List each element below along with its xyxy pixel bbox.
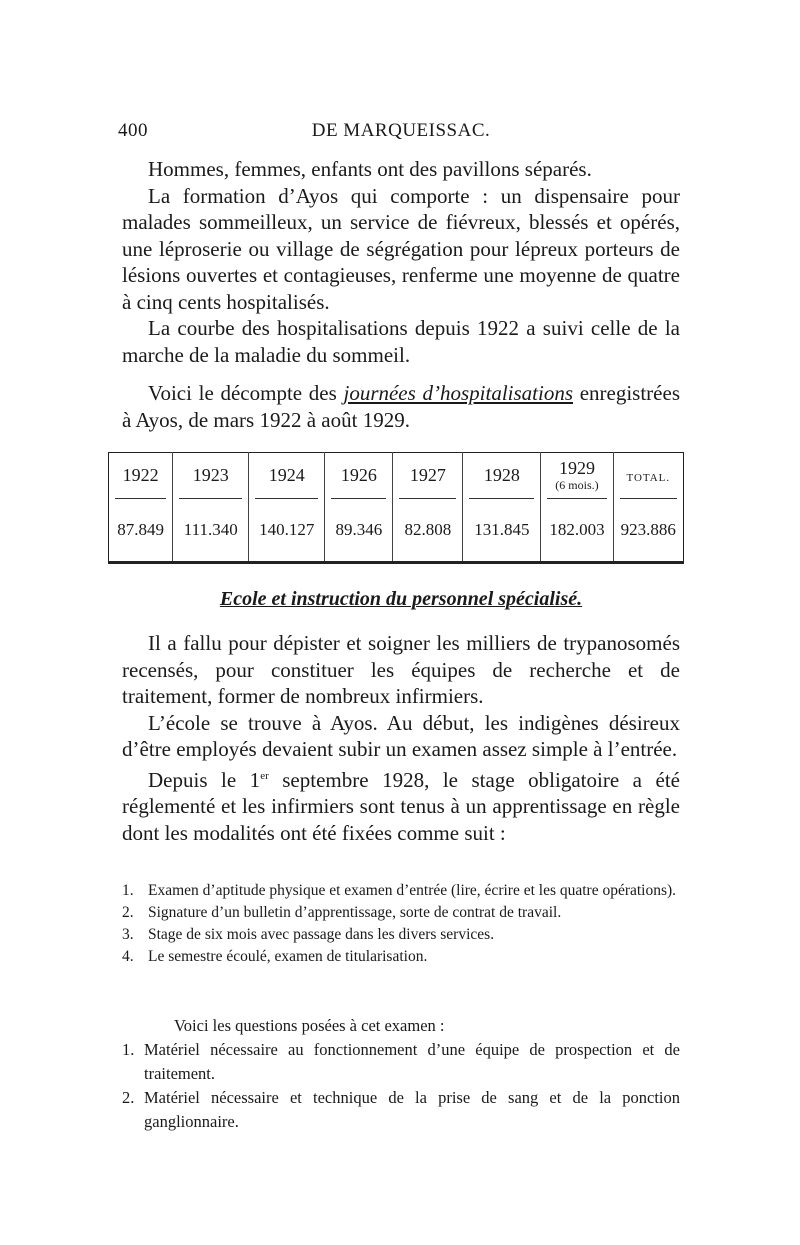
list-item: 4. Le semestre écoulé, examen de titularisation. bbox=[122, 948, 428, 965]
table-value-cell: 87.849 bbox=[117, 520, 164, 539]
intro-paragraph-3: La courbe des hospitalisations depuis 1922 a suivi celle de la marche de la maladie du sommeil. bbox=[122, 316, 680, 367]
list-item: 2. Signature d’un bulletin d’apprentissage, sorte de contrat de travail. bbox=[122, 904, 562, 921]
intro-paragraph-1: Hommes, femmes, enfants ont des pavillons séparés. bbox=[148, 157, 592, 181]
table-value-cell: 140.127 bbox=[249, 499, 325, 563]
steps-list bbox=[122, 880, 680, 968]
table-header-cell: 1924 bbox=[249, 453, 325, 498]
table-header-cell: 1926 bbox=[325, 453, 393, 498]
table-value-cell: 131.845 bbox=[463, 499, 541, 563]
section-heading: Ecole et instruction du personnel spécialisé. bbox=[219, 588, 583, 610]
table-header-row bbox=[109, 453, 684, 498]
exam-block bbox=[122, 1014, 680, 1134]
questions-list bbox=[122, 1038, 680, 1134]
body-paragraph-2: L’école se trouve à Ayos. Au début, les indigènes désireux d’être employés devaient subir un examen assez simple à l’entrée. bbox=[122, 710, 680, 761]
running-head bbox=[118, 120, 680, 146]
list-item: 1. Examen d’aptitude physique et examen d’entrée (lire, écrire et les quatre opérations). bbox=[122, 882, 677, 899]
table-value-cell: 923.886 bbox=[613, 499, 683, 563]
table-value-cell: 182.003 bbox=[541, 499, 613, 563]
steps-block bbox=[122, 880, 680, 968]
running-title: DE MARQUEISSAC. bbox=[311, 120, 491, 141]
table-header-cell: TOTAL. bbox=[613, 453, 683, 498]
list-item: 2. Matériel nécessaire et technique de la prise de sang et de la ponction ganglionnaire. bbox=[122, 1088, 680, 1131]
table-values-row bbox=[109, 499, 684, 563]
table-value-cell: 89.346 bbox=[325, 499, 393, 563]
emphasis-journees: journées d’hospitalisations bbox=[343, 381, 574, 405]
table-header-cell: 1929 (6 mois.) bbox=[541, 453, 613, 498]
body-paragraph-3: Depuis le 1er septembre 1928, le stage obligatoire a été réglementé et les infirmiers sont tenus à un apprentissage en règle dont les modalités ont été fixées comme suit : bbox=[122, 767, 680, 845]
exam-intro: Voici les questions posées à cet examen : bbox=[174, 1016, 445, 1035]
intro-paragraph-2: La formation d’Ayos qui comporte : un dispensaire pour malades sommeilleux, un service de fiévreux, blessés et opérés, une léproserie ou village de ségrégation pour lépreux porteurs de lésions ouvertes et contagieuses, renferme une moyenne de quatre à cinq cents hospitalisés. bbox=[122, 183, 680, 314]
table-header-cell: 1928 bbox=[463, 453, 541, 498]
page-number: 400 bbox=[118, 120, 148, 141]
hospitalisation-table bbox=[108, 452, 684, 564]
header-note: (6 mois.) bbox=[555, 478, 599, 492]
list-item: 1. Matériel nécessaire au fonctionnement d’une équipe de prospection et de traitement. bbox=[122, 1040, 680, 1083]
body-block bbox=[122, 630, 680, 846]
intro-paragraph-4: Voici le décompte des journées d’hospitalisations enregistrées à Ayos, de mars 1922 à août 1929. bbox=[122, 381, 680, 432]
table-value-cell: 111.340 bbox=[173, 499, 249, 563]
table-value-cell: 82.808 bbox=[393, 499, 463, 563]
table-header-cell: 1923 bbox=[173, 453, 249, 498]
body-paragraph-1: Il a fallu pour dépister et soigner les milliers de trypanosomés recensés, pour constituer les équipes de recherche et de traitement, former de nombreux infirmiers. bbox=[122, 631, 680, 708]
table-header-cell: 1922 bbox=[122, 464, 159, 485]
table-header-cell: 1927 bbox=[393, 453, 463, 498]
list-item: 3. Stage de six mois avec passage dans les divers services. bbox=[122, 926, 495, 943]
intro-block bbox=[122, 156, 680, 368]
